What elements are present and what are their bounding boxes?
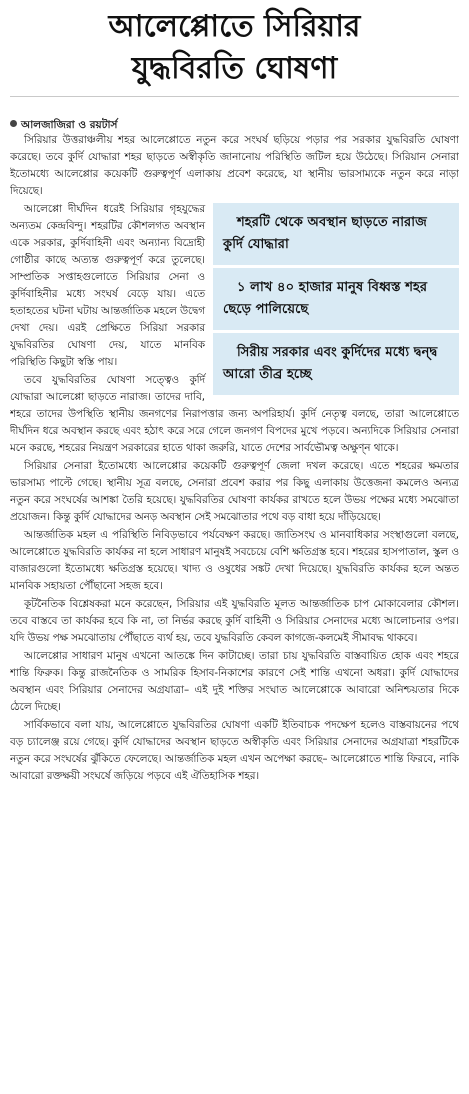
- headline-line-1: আলেপ্পোতে সিরিয়ার: [108, 9, 361, 44]
- headline-line-2: যুদ্ধবিরতি ঘোষণা: [131, 51, 338, 86]
- bullet-icon: [10, 120, 17, 127]
- pull-quote-3: সিরীয় সরকার এবং কুর্দিদের মধ্যে দ্বন্দ্ব আরো তীব্র হচ্ছে: [223, 345, 438, 382]
- paragraph-6: কূটনৈতিক বিশ্লেষকরা মনে করেছেন, সিরিয়ার এই যুদ্ধবিরতি মূলত আন্তর্জাতিক চাপ মোকাবেলার কৌশল। তবে বাস্তবে তা কার্যকর হবে কি না, তা নির্ভর করছে কুর্দি বাহিনী ও সিরিয়ার সেনাদের মধ্যে আলোচনার ওপর। যদি উভয় পক্ষ সমঝোতায় পৌঁছাতে ব্যর্থ হয়, তবে যুদ্ধবিরতি কেবল কাগজে-কলমেই সীমাবদ্ধ থাকবে।: [10, 598, 459, 644]
- paragraph-2: [10, 201, 459, 382]
- paragraph-8: সার্বিকভাবে বলা যায়, আলেপ্পোতে যুদ্ধবিরতির ঘোষণা একটি ইতিবাচক পদক্ষেপ হলেও বাস্তবায়নের পথে বড় চ্যালেঞ্জ রয়ে গেছে। কুর্দি যোদ্ধাদের অবস্থান ছাড়তে অস্বীকৃতি এবং সিরিয়ার সেনাদের অগ্রযাত্রা শহরটিকে নতুন করে সংঘর্ষের ঝুঁকিতে ফেলেছে। আন্তর্জাতিক মহল এখন অপেক্ষা করছে– আলেপ্পোতে শান্তি ফিরবে, নাকি আবারো রক্তক্ষয়ী সংঘর্ষে জড়িয়ে পড়বে এই ঐতিহাসিক শহর।: [10, 719, 459, 782]
- paragraph-1: সিরিয়ার উত্তরাঞ্চলীয় শহর আলেপ্পোতে নতুন করে সংঘর্ষ ছড়িয়ে পড়ার পর সরকার যুদ্ধবিরতি ঘোষণা করেছে। তবে কুর্দি যোদ্ধারা শহর ছাড়তে অস্বীকৃতি জানানোয় পরিস্থিতি জটিল হয়ে উঠেছে। সিরিয়ান সেনারা ইতোমধ্যে আলেপ্পোর কয়েকটি গুরুত্বপূর্ণ এলাকায় প্রবেশ করেছে, যা স্থানীয় ভারসাম্যকে নতুন করে নাড়া দিয়েছে।: [10, 134, 459, 197]
- pull-quote-box: [213, 203, 459, 395]
- byline: [10, 118, 117, 132]
- headline-divider: [10, 96, 459, 97]
- pull-quote-1: শহরটি থেকে অবস্থান ছাড়তে নারাজ কুর্দি যোদ্ধারা: [223, 215, 427, 252]
- article-body: [10, 132, 459, 1087]
- byline-source: আলজাজিরা ও রয়টার্স: [21, 119, 118, 131]
- paragraph-7: আলেপ্পোর সাধারণ মানুষ এখনো আতঙ্কে দিন কাটাচ্ছে। তারা চায় যুদ্ধবিরতি বাস্তবায়িত হোক এবং শহরে শান্তি ফিরুক। কিন্তু রাজনৈতিক ও সামরিক হিসাব-নিকাশের কারণে সেই শান্তি এখনো অধরা। কুর্দি যোদ্ধাদের অবস্থান এবং সিরিয়ার সেনাদের অগ্রযাত্রা– এই দুই শক্তির সংঘাত আলেপ্পোকে আবারো অনিশ্চয়তার দিকে ঠেলে দিচ্ছে।: [10, 650, 459, 713]
- headline: [0, 6, 469, 90]
- paragraph-5: আন্তর্জাতিক মহল এ পরিস্থিতি নিবিড়ভাবে পর্যবেক্ষণ করছে। জাতিসংঘ ও মানবাধিকার সংস্থাগুলো বলছে, আলেপ্পোতে যুদ্ধবিরতি কার্যকর না হলে সাধারণ মানুষই সবচেয়ে বেশি ক্ষতিগ্রস্ত হবে। শহরের হাসপাতাল, স্কুল ও বাজারগুলো ইতোমধ্যে ক্ষতিগ্রস্ত হয়েছে। খাদ্য ও ওষুধের সঙ্কট দেখা দিয়েছে। যুদ্ধবিরতি কার্যকর হলে অন্তত মানবিক সহায়তা পৌঁছানো সহজ হবে।: [10, 529, 459, 592]
- paragraph-3: তবে যুদ্ধবিরতির ঘোষণা সত্ত্বেও কুর্দি যোদ্ধারা আলেপ্পো ছাড়তে নারাজ। তাদের দাবি, শহরে তাদের উপস্থিতি স্থানীয় জনগণের নিরাপত্তার জন্য অপরিহার্য। কুর্দি নেতৃত্ব বলছে, তারা আলেপ্পোতে দীর্ঘদিন ধরে অবস্থান করছে এবং হঠাৎ করে সরে গেলে জনগণ বিপদের মুখে পড়বে। অন্যদিকে সিরিয়ার সেনারা মনে করছে, শহরের নিয়ন্ত্রণ সরকারের হাতে থাকা জরুরি, যাতে দেশের সার্বভৌমত্ব অক্ষুণ্ন থাকে।: [10, 374, 459, 454]
- paragraph-4: সিরিয়ার সেনারা ইতোমধ্যে আলেপ্পোর কয়েকটি গুরুত্বপূর্ণ জেলা দখল করেছে। এতে শহরের ক্ষমতার ভারসাম্য পাল্টে গেছে। স্থানীয় সূত্র বলছে, সেনারা প্রবেশ করার পর কিছু এলাকায় উত্তেজনা কমলেও অন্যত্র নতুন করে সংঘর্ষের আশঙ্কা তৈরি হয়েছে। যুদ্ধবিরতির ঘোষণা কার্যকর রাখতে হলে উভয় পক্ষের মধ্যে সমঝোতা প্রয়োজন। কিন্তু কুর্দি যোদ্ধাদের অনড় অবস্থান সেই সমঝোতার পথে বড় বাধা হয়ে দাঁড়িয়েছে।: [10, 460, 459, 523]
- pull-quote-2: ১ লাখ ৪০ হাজার মানুষ বিধ্বস্ত শহর ছেড়ে পালিয়েছে: [223, 280, 428, 317]
- paragraph-2-text: আলেপ্পো দীর্ঘদিন ধরেই সিরিয়ার গৃহযুদ্ধের অন্যতম কেন্দ্রবিন্দু। শহরটির কৌশলগত অবস্থান একে সরকার, কুর্দিবাহিনী এবং অন্যান্য বিদ্রোহী গোষ্ঠীর কাছে অত্যন্ত গুরুত্বপূর্ণ করে তুলেছে। সাম্প্রতিক সপ্তাহগুলোতে সিরিয়ার সেনা ও কুর্দিবাহিনীর মধ্যে সংঘর্ষ বেড়ে যায়। এতে হতাহতের ঘটনা ঘটায় আন্তর্জাতিক মহলে উদ্বেগ দেখা দেয়। এরই প্রেক্ষিতে সিরিয়া সরকার যুদ্ধবিরতির ঘোষণা দেয়, যাতে মানবিক পরিস্থিতি কিছুটা স্বস্তি পায়।: [10, 203, 205, 368]
